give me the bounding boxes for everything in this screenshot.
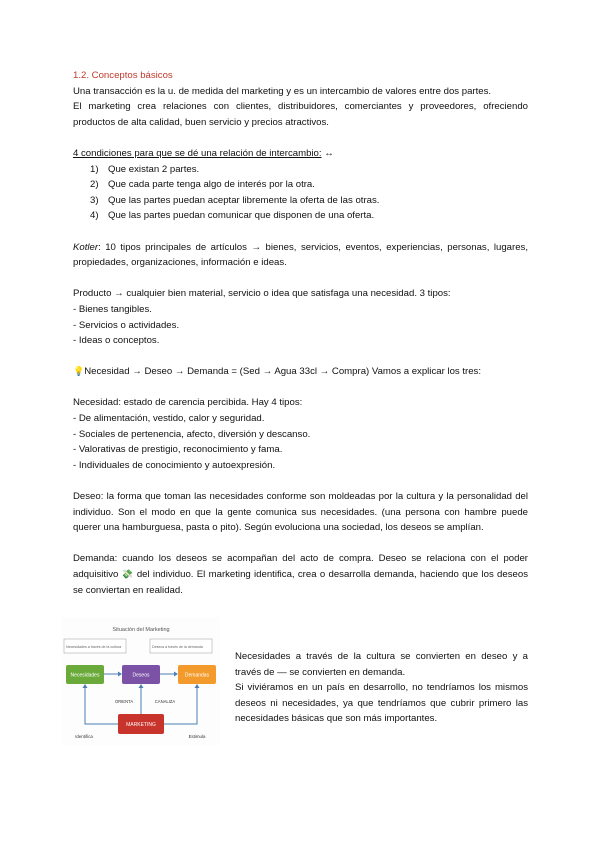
diagram-note-right: Deseos a través de la demanda — [152, 645, 203, 649]
deseo-paragraph: Deseo: la forma que toman las necesidades conforme son moldeadas por la cultura y la personalidad del individuo. Son el modo en que la gente comunica sus necesidades. (una persona con hambre puede querer una hamburguesa, pasta o pito). Según evoluciona una sociedad, los deseos se amplían. — [73, 491, 528, 534]
chain-line: 💡Necesidad → Deseo → Demanda = (Sed → Agua 33cl → Compra) Vamos a explicar los tres: — [73, 366, 482, 378]
estimula-label: Estimula — [188, 734, 206, 739]
orienta-label: ORIENTA — [114, 699, 134, 704]
list-item: 3) Que las partes puedan aceptar libremente la oferta de las otras. — [90, 194, 380, 206]
list-item: - Sociales de pertenencia, afecto, diversión y descanso. — [73, 428, 311, 440]
list-item: 1) Que existan 2 partes. — [90, 163, 200, 175]
document-body — [73, 68, 528, 598]
list-item: - Servicios o actividades. — [73, 319, 180, 331]
necesidad-line: Necesidad: estado de carencia percibida. Hay 4 tipos: — [73, 397, 303, 409]
canaliza-label: CANALIZA — [154, 699, 176, 704]
section-title: 1.2. Conceptos básicos — [73, 70, 173, 81]
money-icon: 💸 — [121, 569, 134, 579]
conditions-title: 4 condiciones para que se dé una relación de intercambio: — [73, 147, 322, 159]
conditions-heading — [73, 146, 528, 162]
lightbulb-icon: 💡 — [73, 366, 85, 377]
list-item: - Valorativas de prestigio, reconocimiento y fama. — [73, 444, 283, 456]
caption-paragraph-2: Si viviéramos en un país en desarrollo, no tendríamos los mismos deseos ni necesidades, ya que tendríamos que cubrir primero las necesidades básicas que son más importantes. — [235, 682, 528, 725]
intro-paragraph-1: Una transacción es la u. de medida del marketing y es un intercambio de valores entre dos partes. — [73, 85, 492, 97]
conditions-list — [73, 162, 528, 224]
list-item: 4) Que las partes puedan comunicar que disponen de una oferta. — [90, 210, 375, 222]
marketing-label: MARKETING — [126, 722, 156, 728]
necesidades-label: Necesidades — [70, 672, 100, 679]
producto-line: Producto → cualquier bien material, servicio o idea que satisfaga una necesidad. 3 tipos: — [73, 288, 451, 300]
kotler-name: Kotler — [73, 241, 99, 253]
kotler-paragraph: Kotler: 10 tipos principales de artículos → bienes, servicios, eventos, experiencias, personas, lugares, propiedades, organizaciones, información e ideas. — [73, 241, 528, 269]
list-item: 2) Que cada parte tenga algo de interés por la otra. — [90, 179, 315, 191]
figure-row — [62, 617, 528, 747]
diagram-title: Situación del Marketing — [112, 627, 170, 633]
demanda-paragraph: Demanda: cuando los deseos se acompañan del acto de compra. Deseo se relaciona con el poder adquisitivo 💸 del individuo. El marketing identifica, crea o desarrolla demanda, haciendo que los deseos se conviertan en realidad. — [73, 553, 528, 596]
figure-caption — [235, 649, 528, 727]
conditions-arrow: ↔ — [321, 147, 334, 159]
identifica-label: Identifica — [75, 734, 93, 739]
list-item: - Bienes tangibles. — [73, 303, 152, 315]
caption-paragraph-1: Necesidades a través de la cultura se convierten en deseo y a través de — se convierten en demanda. — [235, 651, 528, 678]
intro-paragraph-2: El marketing crea relaciones con clientes, distribuidores, comerciantes y proveedores, ofreciendo productos de alta calidad, buen servicio y precios atractivos. — [73, 101, 528, 128]
marketing-diagram — [62, 617, 220, 745]
diagram-note-left: Necesidades a través de la cultura — [66, 645, 122, 649]
list-item: - De alimentación, vestido, calor y seguridad. — [73, 413, 265, 425]
deseos-label: Deseos — [132, 672, 150, 679]
list-item: - Individuales de conocimiento y autoexpresión. — [73, 459, 276, 471]
list-item: - Ideas o conceptos. — [73, 335, 160, 347]
demandas-label: Demandas — [184, 672, 210, 679]
